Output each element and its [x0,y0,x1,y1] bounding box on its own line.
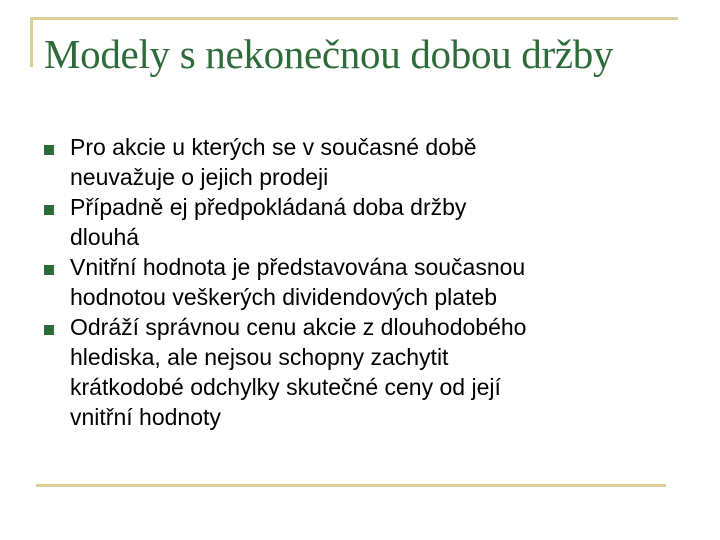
bullet-text-line: krátkodobé odchylky skutečné ceny od její [70,374,501,400]
square-bullet-icon [44,265,54,275]
square-bullet-icon [44,325,54,335]
bullet-text-line: neuvažuje o jejich prodeji [70,164,329,190]
square-bullet-icon [44,145,54,155]
bullet-text-line: hodnotou veškerých dividendových plateb [70,284,498,310]
frame-bottom-rule [36,484,666,487]
bullet-text-line: Případně ej předpokládaná doba držby [70,194,467,220]
bullet-text-line: Pro akcie u kterých se v současné době [70,134,477,160]
bullet-list [44,132,684,432]
frame-left-rule [30,17,33,67]
bullet-text-line: hlediska, ale nejsou schopny zachytit [70,344,449,370]
bullet-item [44,132,684,192]
bullet-item [44,252,684,312]
slide-title: Modely s nekonečnou dobou držby [44,31,614,77]
bullet-item [44,192,684,252]
bullet-item [44,312,684,432]
bullet-text-line: Vnitřní hodnota je představována současnou [70,254,526,280]
frame-top-rule [30,17,678,20]
bullet-text-line: vnitřní hodnoty [70,404,221,430]
bullet-text-line: dlouhá [70,224,140,250]
bullet-text-line: Odráží správnou cenu akcie z dlouhodobého [70,314,527,340]
square-bullet-icon [44,205,54,215]
